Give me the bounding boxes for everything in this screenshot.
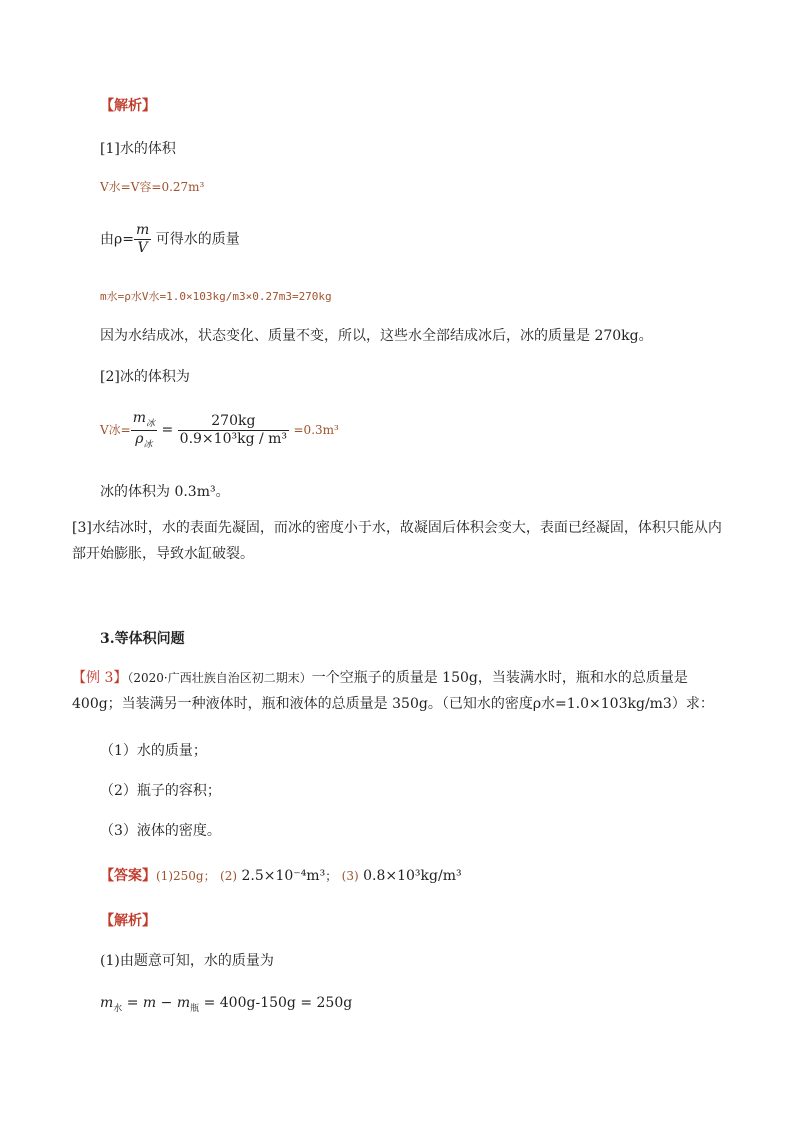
- step3-paragraph: [3]水结冰时，水的表面先凝固，而冰的密度小于水，故凝固后体积会变大，表面已经凝固，体积只能从内部开始膨胀，导致水缸破裂。: [72, 520, 722, 562]
- fraction1-den: ρ: [135, 430, 144, 447]
- ice-volume-pre: V冰=: [100, 423, 131, 438]
- analysis-header-1: 【解析】: [100, 98, 156, 114]
- answer-2-pre: (2): [220, 869, 238, 883]
- density-formula-line: [100, 222, 240, 257]
- solution-step1: (1)由题意可知，水的质量为: [100, 953, 274, 969]
- ice-volume-conclusion: 冰的体积为 0.3m³。: [100, 484, 230, 500]
- example-source: （2020·广西壮族自治区初二期末）: [127, 671, 312, 685]
- density-formula-post: 可得水的质量: [155, 231, 240, 248]
- ice-volume-eq: V冰= $\frac{m_冰}{\rho_冰}$ = $\frac{270kg}{\text{0.9×10³kg / m³}}$ =0.3m³: [100, 410, 339, 450]
- fraction2-num: 270kg: [211, 412, 256, 429]
- eq-rhs: = 400g-150g = 250g: [203, 995, 353, 1011]
- ice-volume-fraction-1: [131, 410, 157, 450]
- fraction1-num-sub: 冰: [146, 418, 156, 429]
- answer-2: 2.5×10⁻⁴m³: [241, 868, 326, 884]
- fraction-num: m: [135, 222, 150, 238]
- fraction1-num: m: [132, 410, 147, 426]
- solution-eq: [100, 995, 352, 1014]
- example-text: 一个空瓶子的质量是 150g，当装满水时，瓶和水的总质量是 400g；当装满另一种液体时，瓶和液体的总质量是 350g。（已知水的密度ρ水=1.0×103kg/m3）求：: [72, 670, 714, 712]
- section-heading: 3.等体积问题: [100, 631, 185, 647]
- density-fraction: [134, 222, 151, 257]
- answer-3: 0.8×10³kg/m³: [363, 868, 462, 884]
- water-volume-eq: V水=V容=0.27m³: [100, 180, 205, 194]
- eq-mid: = m − m: [126, 995, 191, 1011]
- example-tag: 【例 3】: [72, 670, 128, 686]
- analysis-header-2: 【解析】: [100, 913, 156, 929]
- ice-volume-result: =0.3m³: [293, 423, 339, 438]
- answer-line: [100, 865, 462, 885]
- eq-lhs: m: [100, 995, 114, 1011]
- ice-volume-fraction-2: [178, 413, 289, 448]
- water-mass-eq: m水=ρ水V水=1.0×103kg/m3×0.27m3=270kg: [100, 290, 332, 303]
- question-1: （1）水的质量；: [100, 743, 207, 759]
- answer-sep: ；: [325, 869, 338, 883]
- step1-label: [1]水的体积: [100, 141, 176, 157]
- eq-lhs-sub: 水: [113, 1003, 123, 1014]
- eq-mid-sub: 瓶: [190, 1003, 200, 1014]
- fraction1-den-sub: 冰: [143, 439, 153, 450]
- question-2: （2）瓶子的容积；: [100, 783, 221, 799]
- answer-3-pre: (3): [341, 869, 359, 883]
- density-formula-pre: 由ρ=: [100, 231, 134, 248]
- fraction-den: V: [134, 239, 151, 257]
- ice-mass-conclusion: 因为水结成冰，状态变化、质量不变，所以，这些水全部结成冰后，冰的质量是 270kg。: [100, 328, 653, 344]
- fraction2-den: 0.9×10³kg / m³: [179, 430, 288, 447]
- answer-tag: 【答案】: [100, 868, 156, 884]
- answer-1: (1)250g；: [156, 869, 216, 883]
- question-3: （3）液体的密度。: [100, 823, 221, 839]
- example3-paragraph: [72, 665, 732, 717]
- step2-label: [2]冰的体积为: [100, 369, 190, 385]
